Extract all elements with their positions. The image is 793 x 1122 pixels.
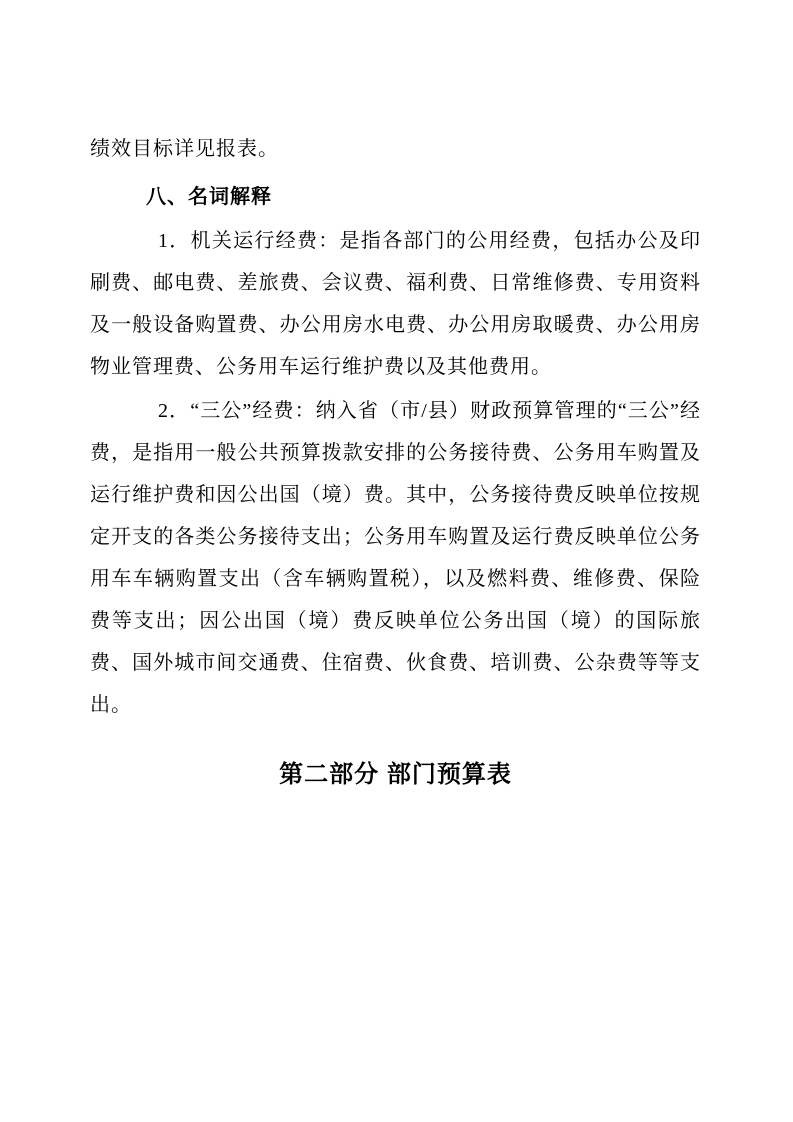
section-heading-glossary: 八、名词解释 [146, 186, 272, 208]
document-body [90, 128, 701, 796]
part-title: 第二部分 部门预算表 [279, 761, 512, 788]
term-definition-2: 2．“三公”经费：纳入省（市/县）财政预算管理的“三公”经费，是指用一般公共预算拨款安排的公务接待费、公务用车购置及运行维护费和因公出国（境）费。其中，公务接待费反映单位按规定开支的各类公务接待支出；公务用车购置及运行费反映单位公务用车车辆购置支出（含车辆购置税），以及燃料费、维修费、保险费等支出；因公出国（境）费反映单位公务出国（境）的国际旅费、国外城市间交通费、住宿费、伙食费、培训费、公杂费等等支出。 [90, 400, 701, 716]
intro-paragraph: 绩效目标详见报表。 [90, 138, 279, 160]
term-definition-1: 1．机关运行经费：是指各部门的公用经费，包括办公及印刷费、邮电费、差旅费、会议费、福利费、日常维修费、专用资料及一般设备购置费、办公用房水电费、办公用房取暖费、办公用房物业管理费、公务用车运行维护费以及其他费用。 [90, 230, 701, 378]
